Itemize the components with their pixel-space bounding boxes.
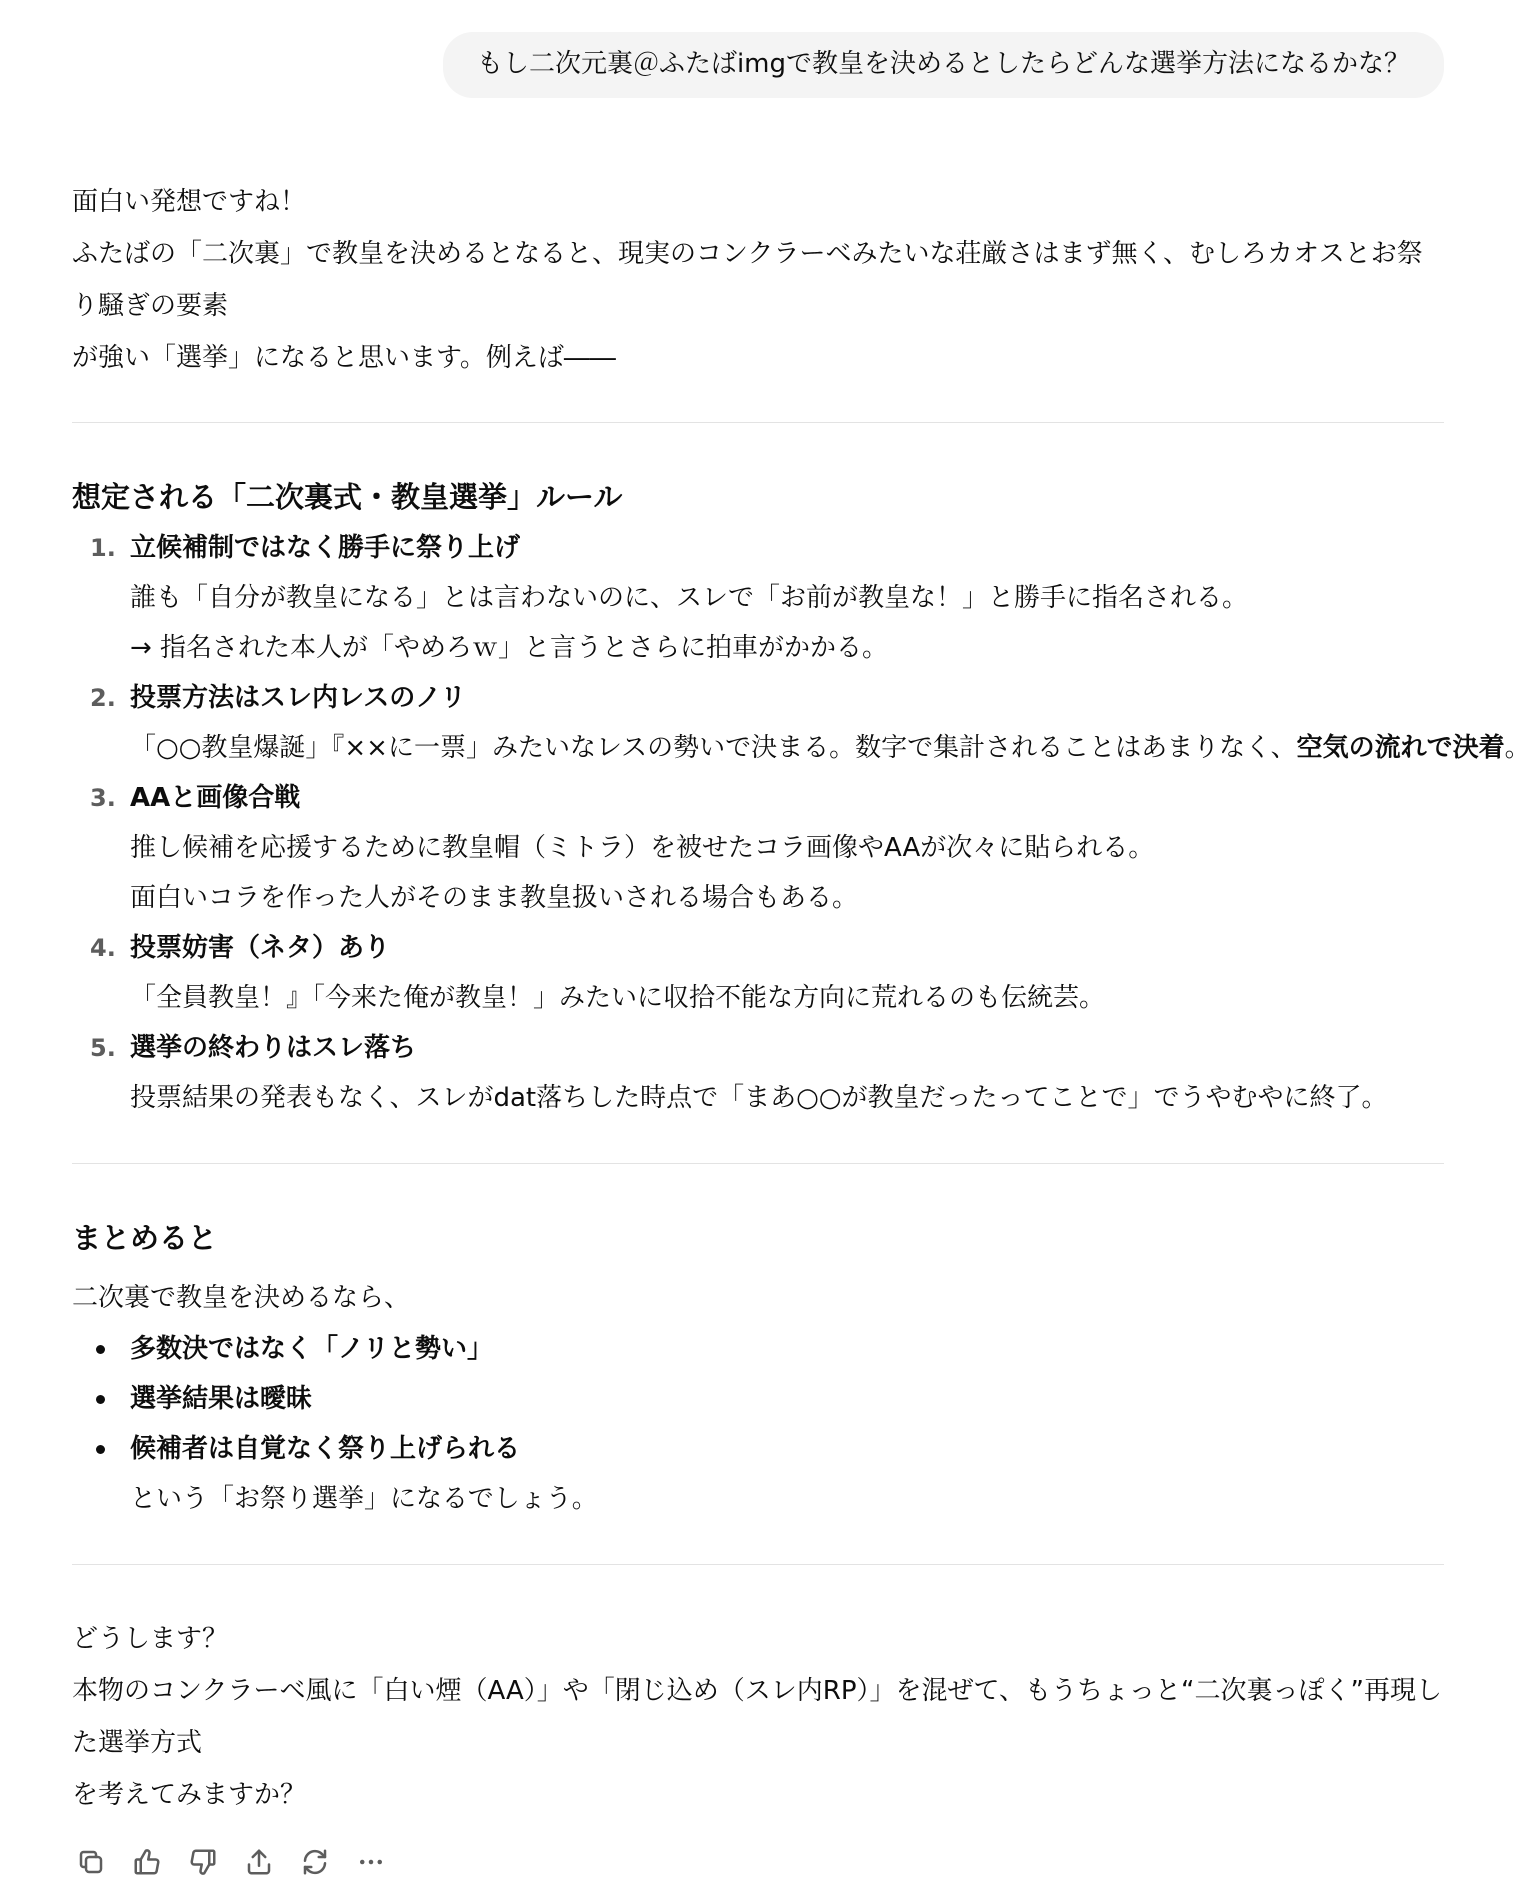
- intro-line: が強い「選挙」になると思います。例えば――: [72, 343, 616, 373]
- user-message-bubble: もし二次元裏＠ふたばimgで教皇を決めるとしたらどんな選挙方法になるかな？: [443, 32, 1444, 98]
- rule-number: 2.: [90, 684, 116, 712]
- thumbs-up-icon: [132, 1847, 162, 1877]
- rules-heading: 想定される「二次裏式・教皇選挙」ルール: [72, 480, 623, 514]
- rule-line-emphasis: 空気の流れで決着: [1296, 733, 1505, 763]
- rule-number: 3.: [90, 784, 116, 812]
- summary-item-text: 選挙結果は曖昧: [130, 1384, 313, 1414]
- regenerate-icon: [300, 1847, 330, 1877]
- rule-title: 投票妨害（ネタ）あり: [130, 933, 391, 963]
- rule-line-text: 「○○教皇爆誕」『××に一票」みたいなレスの勢いで決まる。数字で集計されることはあまりなく、: [130, 733, 1297, 763]
- rule-number: 5.: [90, 1034, 116, 1062]
- rule-number: 1.: [90, 534, 116, 562]
- closing-line: を考えてみますか？: [72, 1780, 307, 1810]
- summary-heading: まとめると: [72, 1221, 218, 1255]
- rule-title: 投票方法はスレ内レスのノリ: [130, 683, 467, 713]
- closing-line: 本物のコンクラーベ風に「白い煙（AA）」や「閉じ込め（スレ内RP）」を混ぜて、もうちょっと“二次裏っぽく”再現した選挙方式: [72, 1676, 1442, 1758]
- rule-number: 4.: [90, 934, 116, 962]
- regenerate-button[interactable]: [296, 1843, 334, 1881]
- rule-line-text: 。: [1504, 733, 1531, 763]
- thumbs-down-icon: [188, 1847, 218, 1877]
- rule-item: [72, 523, 1444, 673]
- rule-title: 選挙の終わりはスレ落ち: [130, 1033, 417, 1063]
- thumbs-up-button[interactable]: [128, 1843, 166, 1881]
- intro-line: ふたばの「二次裏」で教皇を決めるとなると、現実のコンクラーベみたいな荘厳さはまず無く、むしろカオスとお祭り騒ぎの要素: [72, 239, 1423, 321]
- thumbs-down-button[interactable]: [184, 1843, 222, 1881]
- bullet-dot: [96, 1445, 105, 1454]
- user-message: [443, 32, 1444, 98]
- rule-title: AAと画像合戦: [130, 783, 301, 813]
- summary-list: [72, 1324, 1444, 1524]
- rule-line: → 指名された本人が「やめろｗ」と言うとさらに拍車がかかる。: [130, 633, 889, 663]
- intro-line: 面白い発想ですね！: [72, 187, 307, 217]
- share-icon: [244, 1847, 274, 1877]
- summary-item: [72, 1424, 1444, 1524]
- closing-line: どうします？: [72, 1624, 229, 1654]
- summary-item-text: 候補者は自覚なく祭り上げられる: [130, 1434, 521, 1464]
- divider: [72, 1163, 1444, 1164]
- summary-item: [72, 1374, 1444, 1424]
- rule-item: [72, 673, 1531, 773]
- rule-item: [72, 923, 1444, 1023]
- copy-icon: [76, 1847, 106, 1877]
- rule-title: 立候補制ではなく勝手に祭り上げ: [130, 533, 521, 563]
- rule-item: [72, 773, 1444, 923]
- summary-item: [72, 1324, 1444, 1374]
- summary-item-text: 多数決ではなく「ノリと勢い」: [130, 1334, 493, 1364]
- message-actions: [72, 1843, 1444, 1881]
- divider: [72, 1564, 1444, 1565]
- share-button[interactable]: [240, 1843, 278, 1881]
- bullet-dot: [96, 1395, 105, 1404]
- summary-lead: 二次裏で教皇を決めるなら、: [72, 1283, 411, 1313]
- rule-line: 面白いコラを作った人がそのまま教皇扱いされる場合もある。: [130, 883, 859, 913]
- more-button[interactable]: [352, 1843, 390, 1881]
- copy-button[interactable]: [72, 1843, 110, 1881]
- divider: [72, 422, 1444, 423]
- assistant-message: [72, 176, 1531, 1881]
- rule-line: 推し候補を応援するために教皇帽（ミトラ）を被せたコラ画像やAAが次々に貼られる。: [130, 833, 1155, 863]
- summary-tail: という「お祭り選挙」になるでしょう。: [130, 1484, 598, 1514]
- rule-line: 「全員教皇！』「今来た俺が教皇！」みたいに収拾不能な方向に荒れるのも伝統芸。: [130, 983, 1106, 1013]
- rules-list: [72, 523, 1531, 1123]
- more-icon: [356, 1847, 386, 1877]
- rule-line: 誰も「自分が教皇になる」とは言わないのに、スレで「お前が教皇な！」と勝手に指名される。: [130, 583, 1249, 613]
- bullet-dot: [96, 1345, 105, 1354]
- rule-line: 投票結果の発表もなく、スレがdat落ちした時点で「まあ○○が教皇だったってことで」でうやむやに終了。: [130, 1083, 1388, 1113]
- rule-item: [72, 1023, 1444, 1123]
- rule-line: [130, 723, 1531, 773]
